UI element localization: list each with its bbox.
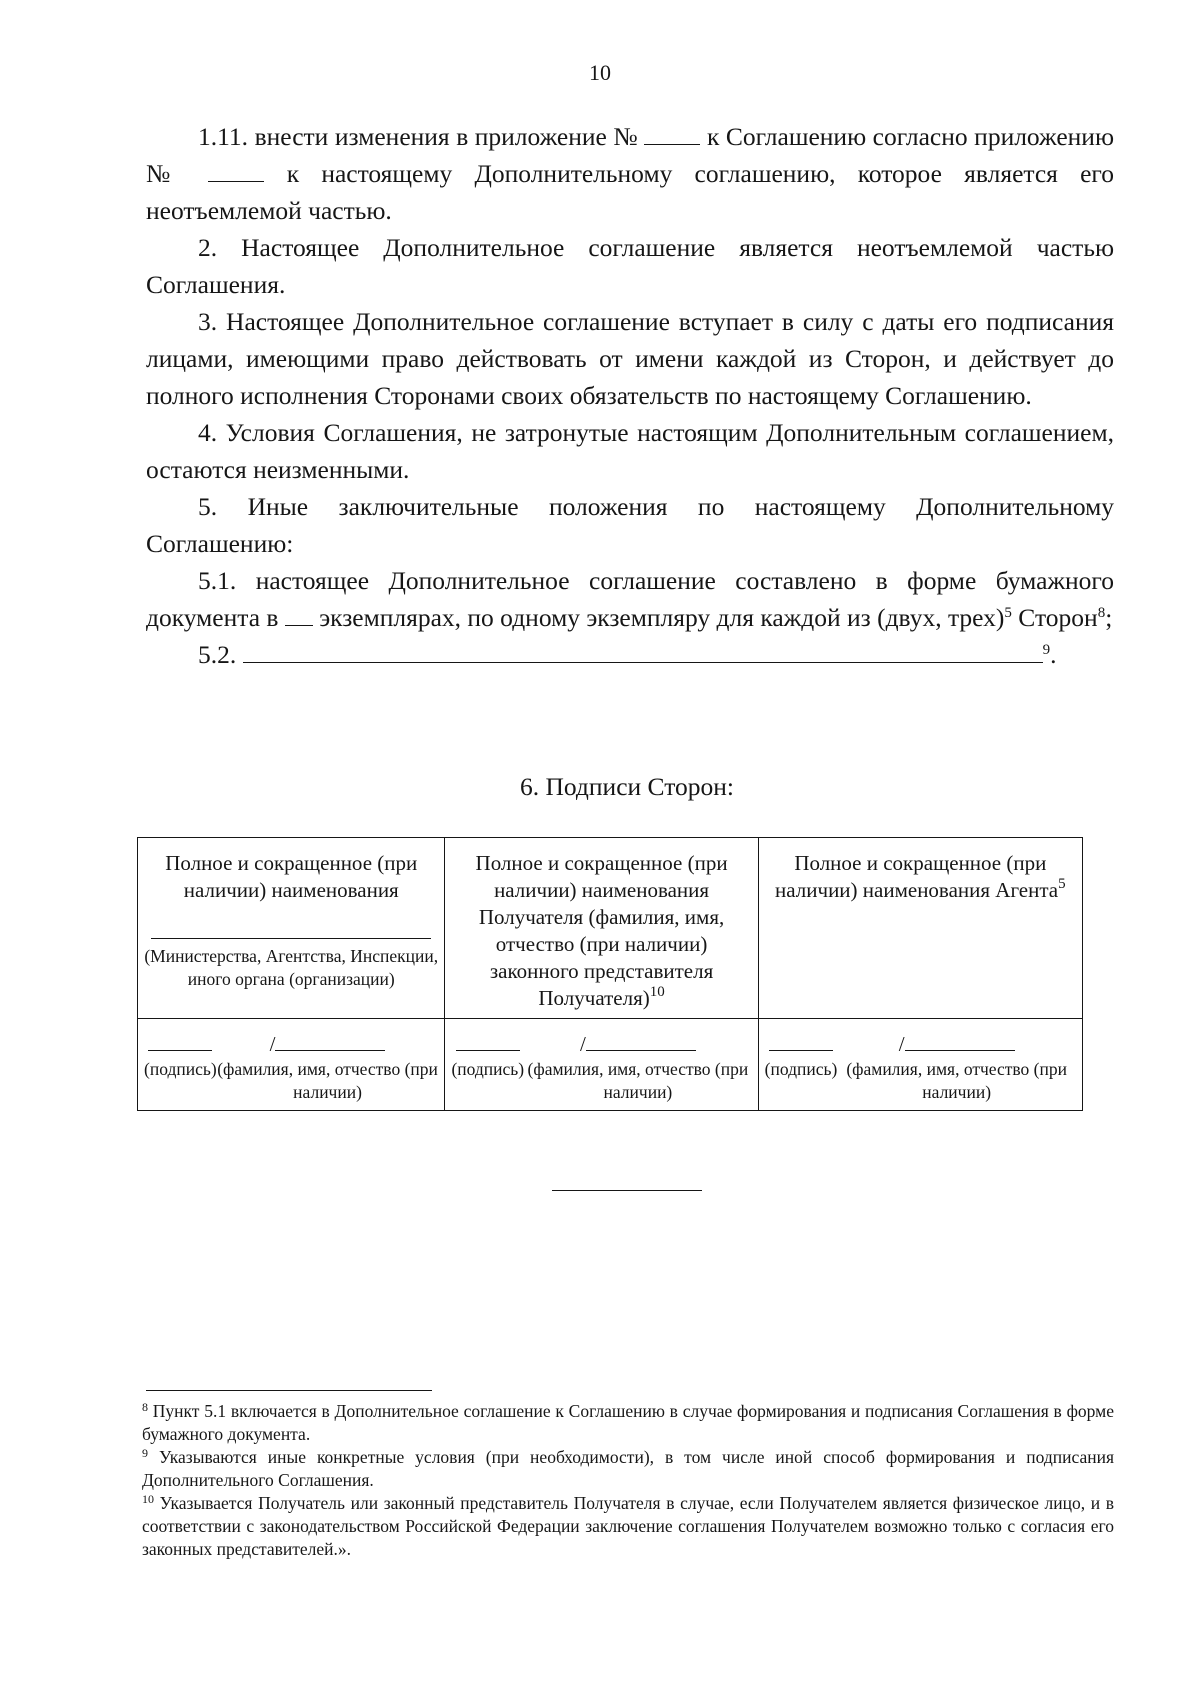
clause-3: 3. Настоящее Дополнительное соглашение вступает в силу с даты его подписания лицами, имеющими право действовать от имени каждой из Сторон, и действует до полного исполнения Сторонами своих обязательств по настоящему Соглашению. bbox=[146, 307, 1114, 410]
party-1-header bbox=[138, 838, 445, 1019]
clause-5-2-label: 5.2. bbox=[198, 640, 237, 669]
clause-1-11-part-b: к Соглашению согласно приложению № bbox=[146, 122, 1114, 188]
party-2-sign-label: (подпись) bbox=[451, 1059, 525, 1079]
party-3-sign-cell bbox=[758, 1019, 1082, 1111]
clause-5-1-part-b: экземплярах, по одному экземпляру для каждой из (двух, трех) bbox=[319, 603, 1005, 632]
party-1-subtitle: (Министерства, Агентства, Инспекции, иного органа (организации) bbox=[144, 946, 439, 989]
other-conditions-blank[interactable] bbox=[243, 640, 1043, 663]
party-2-sign-cell bbox=[445, 1019, 758, 1111]
clause-5-1-part-d: ; bbox=[1105, 603, 1113, 632]
agreement-body bbox=[146, 118, 1114, 673]
footnote-9-number: 9 bbox=[142, 1446, 148, 1460]
signatures-sign-row bbox=[138, 1019, 1083, 1111]
appendix-number-blank[interactable] bbox=[644, 122, 700, 145]
party-3-signature-line[interactable] bbox=[769, 1036, 833, 1051]
footnote-8-text: Пункт 5.1 включается в Дополнительное соглашение к Соглашению в случае формирования и подписания Соглашения в форме бумажного документа. bbox=[142, 1401, 1114, 1444]
end-of-document-rule bbox=[552, 1190, 702, 1191]
footnote-ref-10: 10 bbox=[649, 984, 665, 1000]
footnote-ref-9: 9 bbox=[1042, 642, 1051, 658]
party-1-sign-cell bbox=[138, 1019, 445, 1111]
copies-count-blank[interactable] bbox=[285, 603, 313, 626]
footnote-10 bbox=[142, 1492, 1114, 1561]
party-2-fullname-line[interactable] bbox=[586, 1036, 696, 1051]
signatures-heading: 6. Подписи Сторон: bbox=[520, 772, 734, 801]
party-3-header bbox=[758, 838, 1082, 1019]
footnote-ref-5-agent: 5 bbox=[1058, 876, 1066, 892]
clause-1-11-part-a: 1.11. внести изменения в приложение № bbox=[198, 122, 638, 151]
party-1-name-line[interactable] bbox=[151, 938, 431, 939]
footnotes bbox=[142, 1400, 1114, 1561]
clause-5-2 bbox=[146, 636, 1114, 673]
party-2-header bbox=[445, 838, 758, 1019]
footnote-separator bbox=[146, 1390, 432, 1391]
footnote-10-number: 10 bbox=[142, 1492, 154, 1506]
party-1-signature-line[interactable] bbox=[148, 1036, 212, 1051]
footnote-10-text: Указывается Получатель или законный представитель Получателя в случае, если Получателем является физическое лицо, и в соответствии с законодательством Российской Федерации заключение соглашения Получателем возможно только с согласия его законных представителей.». bbox=[142, 1493, 1115, 1559]
footnote-ref-5: 5 bbox=[1004, 605, 1012, 621]
footnote-9-text: Указываются иные конкретные условия (при необходимости), в том числе иной способ формирования и подписания Дополнительного Соглашения. bbox=[142, 1447, 1115, 1490]
party-3-title: Полное и сокращенное (при наличии) наименования Агента bbox=[775, 851, 1059, 902]
party-1-name-label: (фамилия, имя, отчество (при наличии) bbox=[217, 1059, 438, 1102]
party-3-sign-label: (подпись) bbox=[764, 1059, 838, 1079]
party-3-slash: / bbox=[898, 1032, 905, 1056]
party-2-name-label: (фамилия, имя, отчество (при наличии) bbox=[527, 1059, 749, 1102]
clause-1-11 bbox=[146, 118, 1114, 229]
clause-5-1-part-c: Сторон bbox=[1011, 603, 1098, 632]
signatures-table bbox=[137, 837, 1083, 1111]
clause-5-2-end: . bbox=[1050, 640, 1057, 669]
clause-2: 2. Настоящее Дополнительное соглашение является неотъемлемой частью Соглашения. bbox=[146, 233, 1114, 299]
party-1-title: Полное и сокращенное (при наличии) наименования bbox=[165, 851, 418, 902]
page-number: 10 bbox=[589, 60, 611, 85]
clause-4: 4. Условия Соглашения, не затронутые настоящим Дополнительным соглашением, остаются неизменными. bbox=[146, 418, 1114, 484]
party-2-title: Полное и сокращенное (при наличии) наименования Получателя (фамилия, имя, отчество (при наличии) законного представителя Получателя) bbox=[475, 851, 728, 1010]
clause-1-11-part-c: к настоящему Дополнительному соглашению, которое является его неотъемлемой частью. bbox=[146, 159, 1115, 225]
party-1-sign-label: (подпись) bbox=[144, 1059, 217, 1079]
signatures-header-row bbox=[138, 838, 1083, 1019]
party-1-slash: / bbox=[269, 1032, 276, 1056]
footnote-8 bbox=[142, 1400, 1114, 1446]
footnote-ref-8: 8 bbox=[1097, 605, 1106, 621]
appendix-number-blank-2[interactable] bbox=[208, 159, 264, 182]
clause-5: 5. Иные заключительные положения по настоящему Дополнительному Соглашению: bbox=[146, 492, 1114, 558]
clause-5-1-part-a: 5.1. настоящее Дополнительное соглашение составлено в форме бумажного документа в bbox=[146, 566, 1114, 632]
clause-5-1 bbox=[146, 562, 1114, 636]
footnote-8-number: 8 bbox=[142, 1400, 148, 1414]
party-2-slash: / bbox=[579, 1032, 586, 1056]
party-3-name-label: (фамилия, имя, отчество (при наличии) bbox=[846, 1059, 1067, 1102]
party-3-fullname-line[interactable] bbox=[905, 1036, 1015, 1051]
party-1-fullname-line[interactable] bbox=[275, 1036, 385, 1051]
footnote-9 bbox=[142, 1446, 1114, 1492]
party-2-signature-line[interactable] bbox=[456, 1036, 520, 1051]
